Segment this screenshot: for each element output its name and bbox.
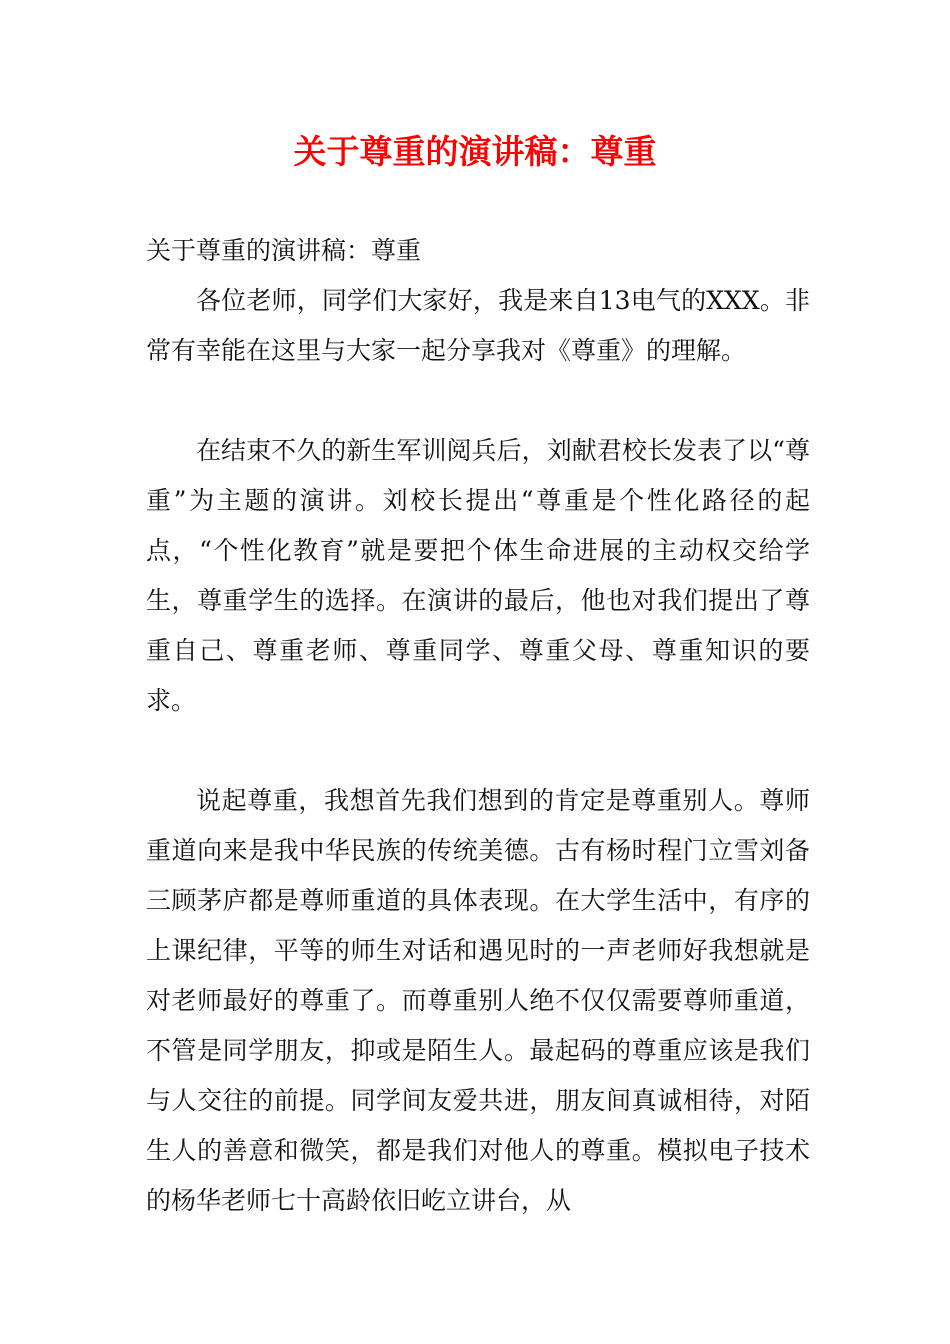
paragraph-1: 各位老师，同学们大家好，我是来自13电气的XXX。非常有幸能在这里与大家一起分享我对《尊重》的理解。: [146, 286, 810, 365]
paragraph-gap: [146, 376, 810, 426]
paragraph-gap: [146, 726, 810, 776]
document-subtitle: 关于尊重的演讲稿：尊重: [146, 236, 422, 265]
paragraph-3: 说起尊重，我想首先我们想到的肯定是尊重别人。尊师重道向来是我中华民族的传统美德。古有杨时程门立雪刘备三顾茅庐都是尊师重道的具体表现。在大学生活中，有序的上课纪律，平等的师生对话和遇见时的一声老师好我想就是对老师最好的尊重了。而尊重别人绝不仅仅需要尊师重道，不管是同学朋友，抑或是陌生人。最起码的尊重应该是我们与人交往的前提。同学间友爱共进，朋友间真诚相待，对陌生人的善意和微笑，都是我们对他人的尊重。模拟电子技术的杨华老师七十高龄依旧屹立讲台，从: [146, 786, 810, 1215]
document-title: 关于尊重的演讲稿：尊重: [293, 132, 657, 171]
document-body: [146, 226, 810, 1226]
paragraph-2: 在结束不久的新生军训阅兵后，刘献君校长发表了以“尊重”为主题的演讲。刘校长提出“尊重是个性化路径的起点，“个性化教育”就是要把个体生命进展的主动权交给学生，尊重学生的选择。在演讲的最后，他也对我们提出了尊重自己、尊重老师、尊重同学、尊重父母、尊重知识的要求。: [146, 436, 810, 715]
